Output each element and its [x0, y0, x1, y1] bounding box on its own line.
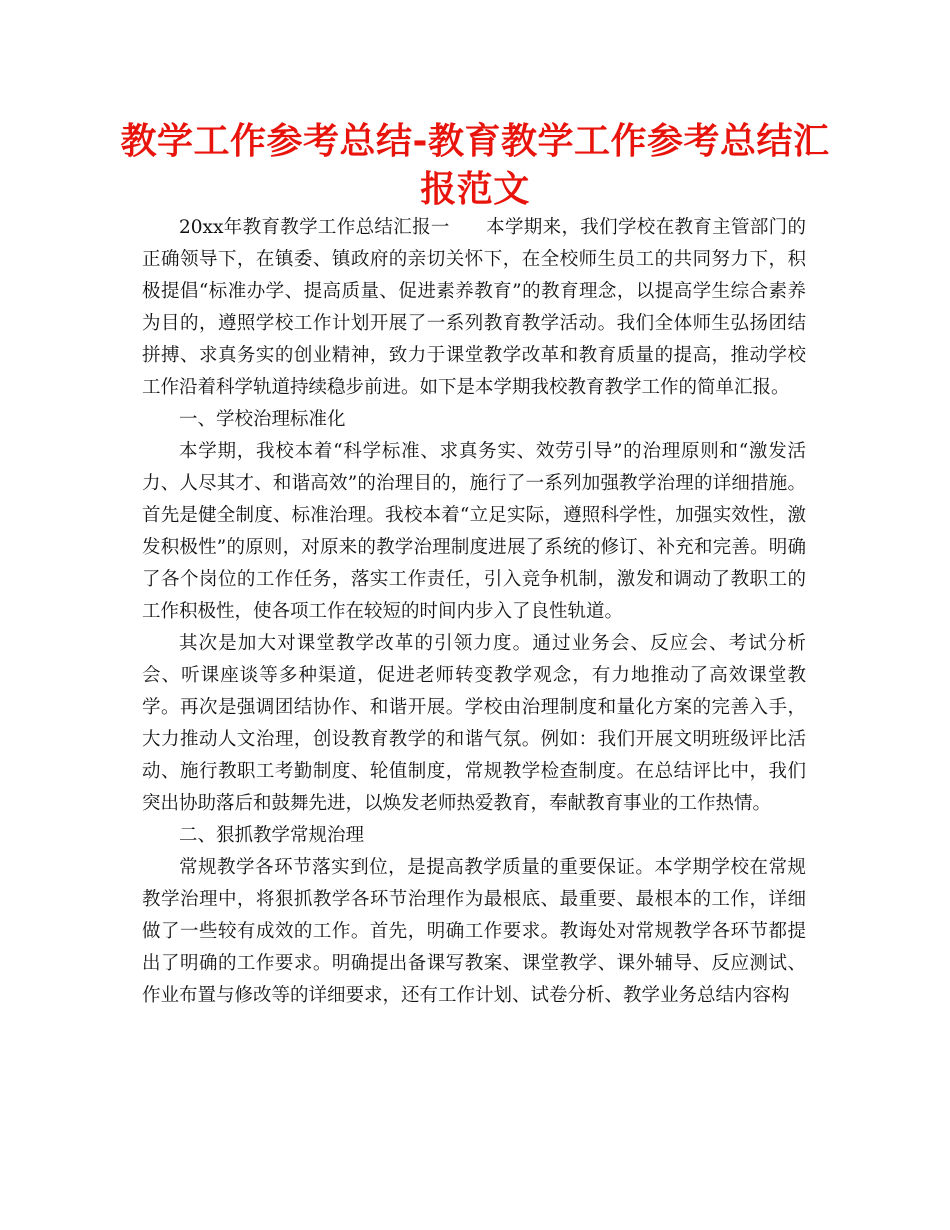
intro-paragraph [142, 212, 806, 404]
section-1-paragraph-2: 其次是加大对课堂教学改革的引领力度。通过业务会、反应会、考试分析会、听课座谈等多种渠道，促进老师转变教学观念，有力地推动了高效课堂教学。再次是强调团结协作、和谐开展。学校由治理制度和量化方案的完善入手，大力推动人文治理，创设教育教学的和谐气氛。例如：我们开展文明班级评比活动、施行教职工考勤制度、轮值制度，常规教学检查制度。在总结评比中，我们突出协助落后和鼓舞先进，以焕发老师热爱教育，奉献教育事业的工作热情。 [142, 633, 806, 814]
document-body [142, 212, 806, 1012]
section-2-paragraph-1: 常规教学各环节落实到位，是提高教学质量的重要保证。本学期学校在常规教学治理中，将狠抓教学各环节治理作为最根底、最重要、最根本的工作，详细做了一些较有成效的工作。首先，明确工作要求。教诲处对常规教学各环节都提出了明确的工作要求。明确提出备课写教案、课堂教学、课外辅导、反应测试、作业布置与修改等的详细要求，还有工作计划、试卷分析、教学业务总结内容构 [142, 857, 806, 1006]
intro-text: 本学期来，我们学校在教育主管部门的正确领导下，在镇委、镇政府的亲切关怀下，在全校师生员工的共同努力下，积极提倡“标准办学、提高质量、促进素养教育”的教育理念，以提高学生综合素养为目的，遵照学校工作计划开展了一系列教育教学活动。我们全体师生弘扬团结拼搏、求真务实的创业精神，致力于课堂教学改革和教育质量的提高，推动学校工作沿着科学轨道持续稳步前进。如下是本学期我校教育教学工作的简单汇报。 [142, 217, 806, 398]
section-1-paragraph-1: 本学期，我校本着“科学标准、求真务实、效劳引导”的治理原则和“激发活力、人尽其才、和谐高效”的治理目的，施行了一系列加强教学治理的详细措施。首先是健全制度、标准治理。我校本着“立足实际，遵照科学性，加强实效性，激发积极性”的原则，对原来的教学治理制度进展了系统的修订、补充和完善。明确了各个岗位的工作任务，落实工作责任，引入竞争机制，激发和调动了教职工的工作积极性，使各项工作在较短的时间内步入了良性轨道。 [142, 441, 806, 622]
document-title: 教学工作参考总结-教育教学工作参考总结汇报范文 [120, 121, 830, 210]
section-2-heading: 二、狠抓教学常规治理 [179, 825, 365, 846]
section-1-heading: 一、学校治理标准化 [179, 409, 346, 430]
intro-label: 20xx年教育教学工作总结汇报一 [179, 217, 450, 238]
